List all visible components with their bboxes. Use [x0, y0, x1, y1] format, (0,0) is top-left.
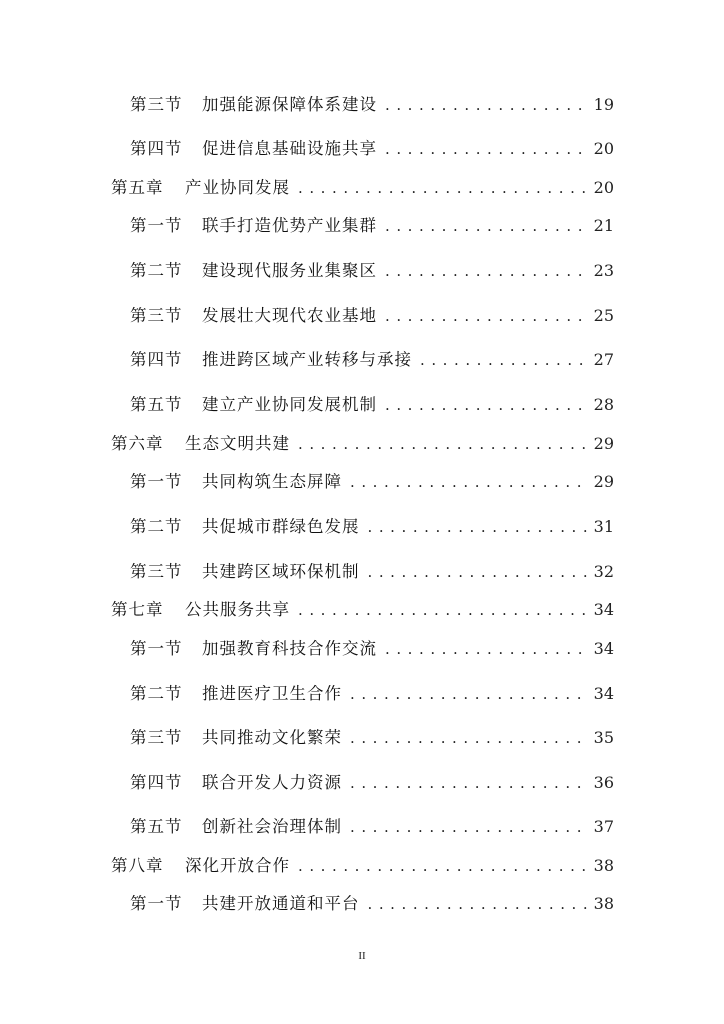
toc-entry-title: 发展壮大现代农业基地 — [202, 306, 377, 325]
toc-entry-number: 第一节 — [130, 639, 183, 658]
toc-entry-page: 27 — [593, 350, 614, 369]
toc-entry-title: 共促城市群绿色发展 — [202, 517, 360, 536]
toc-entry-number: 第八章 — [111, 856, 164, 875]
toc-dot-leader — [350, 817, 588, 837]
toc-dot-leader — [368, 894, 588, 914]
toc-dot-leader — [350, 472, 588, 492]
toc-entry-page: 20 — [593, 178, 614, 197]
toc-entry-page: 35 — [593, 728, 614, 747]
toc-entry-number: 第四节 — [130, 350, 183, 369]
toc-entry-title: 共建开放通道和平台 — [202, 894, 360, 913]
toc-entry-page: 37 — [593, 817, 614, 836]
toc-entry-page: 34 — [593, 639, 614, 658]
toc-entry-title: 加强能源保障体系建设 — [202, 95, 377, 114]
toc-entry-number: 第三节 — [130, 95, 183, 114]
toc-entry-number: 第五节 — [130, 817, 183, 836]
toc-dot-leader — [350, 773, 588, 793]
toc-chapter-entry[interactable] — [111, 434, 614, 454]
toc-entry-number: 第五节 — [130, 395, 183, 414]
toc-entry[interactable] — [130, 261, 614, 281]
toc-entry-number: 第二节 — [130, 517, 183, 536]
toc-entry-title: 建立产业协同发展机制 — [202, 395, 377, 414]
toc-entry-page: 34 — [593, 600, 614, 619]
toc-entry-number: 第六章 — [111, 434, 164, 453]
toc-entry-title: 加强教育科技合作交流 — [202, 639, 377, 658]
toc-entry-title: 共同推动文化繁荣 — [202, 728, 342, 747]
toc-entry[interactable] — [130, 95, 614, 115]
toc-entry-page: 29 — [593, 472, 614, 491]
toc-entry[interactable] — [130, 894, 614, 914]
toc-entry-number: 第二节 — [130, 684, 183, 703]
toc-entry-page: 25 — [593, 306, 614, 325]
toc-entry-title: 生态文明共建 — [185, 434, 290, 453]
toc-entry-title: 推进医疗卫生合作 — [202, 684, 342, 703]
toc-chapter-entry[interactable] — [111, 856, 614, 876]
toc-entry-number: 第四节 — [130, 773, 183, 792]
toc-entry[interactable] — [130, 350, 614, 370]
toc-chapter-entry[interactable] — [111, 178, 614, 198]
toc-dot-leader — [350, 684, 588, 704]
toc-entry-title: 联手打造优势产业集群 — [202, 216, 377, 235]
toc-dot-leader — [385, 139, 588, 159]
toc-entry-page: 23 — [593, 261, 614, 280]
toc-entry[interactable] — [130, 395, 614, 415]
toc-entry[interactable] — [130, 216, 614, 236]
toc-entry-page: 38 — [593, 856, 614, 875]
toc-entry-title: 促进信息基础设施共享 — [202, 139, 377, 158]
toc-entry-page: 38 — [593, 894, 614, 913]
toc-entry-title: 产业协同发展 — [185, 178, 290, 197]
toc-dot-leader — [368, 517, 588, 537]
toc-dot-leader — [385, 639, 588, 659]
toc-dot-leader — [385, 306, 588, 326]
toc-dot-leader — [368, 562, 588, 582]
toc-entry-page: 19 — [593, 95, 614, 114]
toc-entry-number: 第三节 — [130, 728, 183, 747]
toc-entry-number: 第一节 — [130, 472, 183, 491]
toc-entry-number: 第一节 — [130, 216, 183, 235]
toc-entry-page: 21 — [593, 216, 614, 235]
toc-entry-number: 第五章 — [111, 178, 164, 197]
page-number-footer: II — [358, 950, 366, 962]
toc-entry-title: 公共服务共享 — [185, 600, 290, 619]
toc-entry[interactable] — [130, 306, 614, 326]
toc-dot-leader — [420, 350, 588, 370]
toc-dot-leader — [298, 178, 588, 198]
toc-entry-number: 第四节 — [130, 139, 183, 158]
toc-entry-page: 28 — [593, 395, 614, 414]
toc-entry[interactable] — [130, 639, 614, 659]
toc-entry-title: 建设现代服务业集聚区 — [202, 261, 377, 280]
toc-entry[interactable] — [130, 472, 614, 492]
toc-dot-leader — [298, 434, 588, 454]
toc-dot-leader — [385, 261, 588, 281]
toc-entry-title: 联合开发人力资源 — [202, 773, 342, 792]
toc-entry-page: 31 — [593, 517, 614, 536]
toc-entry-number: 第三节 — [130, 562, 183, 581]
toc-entry[interactable] — [130, 562, 614, 582]
toc-dot-leader — [298, 600, 588, 620]
toc-entry[interactable] — [130, 773, 614, 793]
toc-entry-page: 32 — [593, 562, 614, 581]
toc-entry-page: 29 — [593, 434, 614, 453]
toc-entry-title: 共同构筑生态屏障 — [202, 472, 342, 491]
toc-dot-leader — [385, 395, 588, 415]
toc-entry-page: 20 — [593, 139, 614, 158]
toc-entry-number: 第七章 — [111, 600, 164, 619]
toc-dot-leader — [298, 856, 588, 876]
toc-chapter-entry[interactable] — [111, 600, 614, 620]
toc-entry-title: 创新社会治理体制 — [202, 817, 342, 836]
toc-entry[interactable] — [130, 684, 614, 704]
toc-entry-number: 第二节 — [130, 261, 183, 280]
toc-entry-title: 共建跨区域环保机制 — [202, 562, 360, 581]
toc-entry[interactable] — [130, 517, 614, 537]
toc-entry-page: 34 — [593, 684, 614, 703]
toc-entry-page: 36 — [593, 773, 614, 792]
toc-entry[interactable] — [130, 728, 614, 748]
toc-dot-leader — [385, 95, 588, 115]
toc-dot-leader — [350, 728, 588, 748]
toc-entry[interactable] — [130, 139, 614, 159]
toc-entry-title: 推进跨区域产业转移与承接 — [202, 350, 412, 369]
toc-dot-leader — [385, 216, 588, 236]
toc-entry[interactable] — [130, 817, 614, 837]
toc-entry-number: 第三节 — [130, 306, 183, 325]
toc-entry-number: 第一节 — [130, 894, 183, 913]
toc-entry-title: 深化开放合作 — [185, 856, 290, 875]
